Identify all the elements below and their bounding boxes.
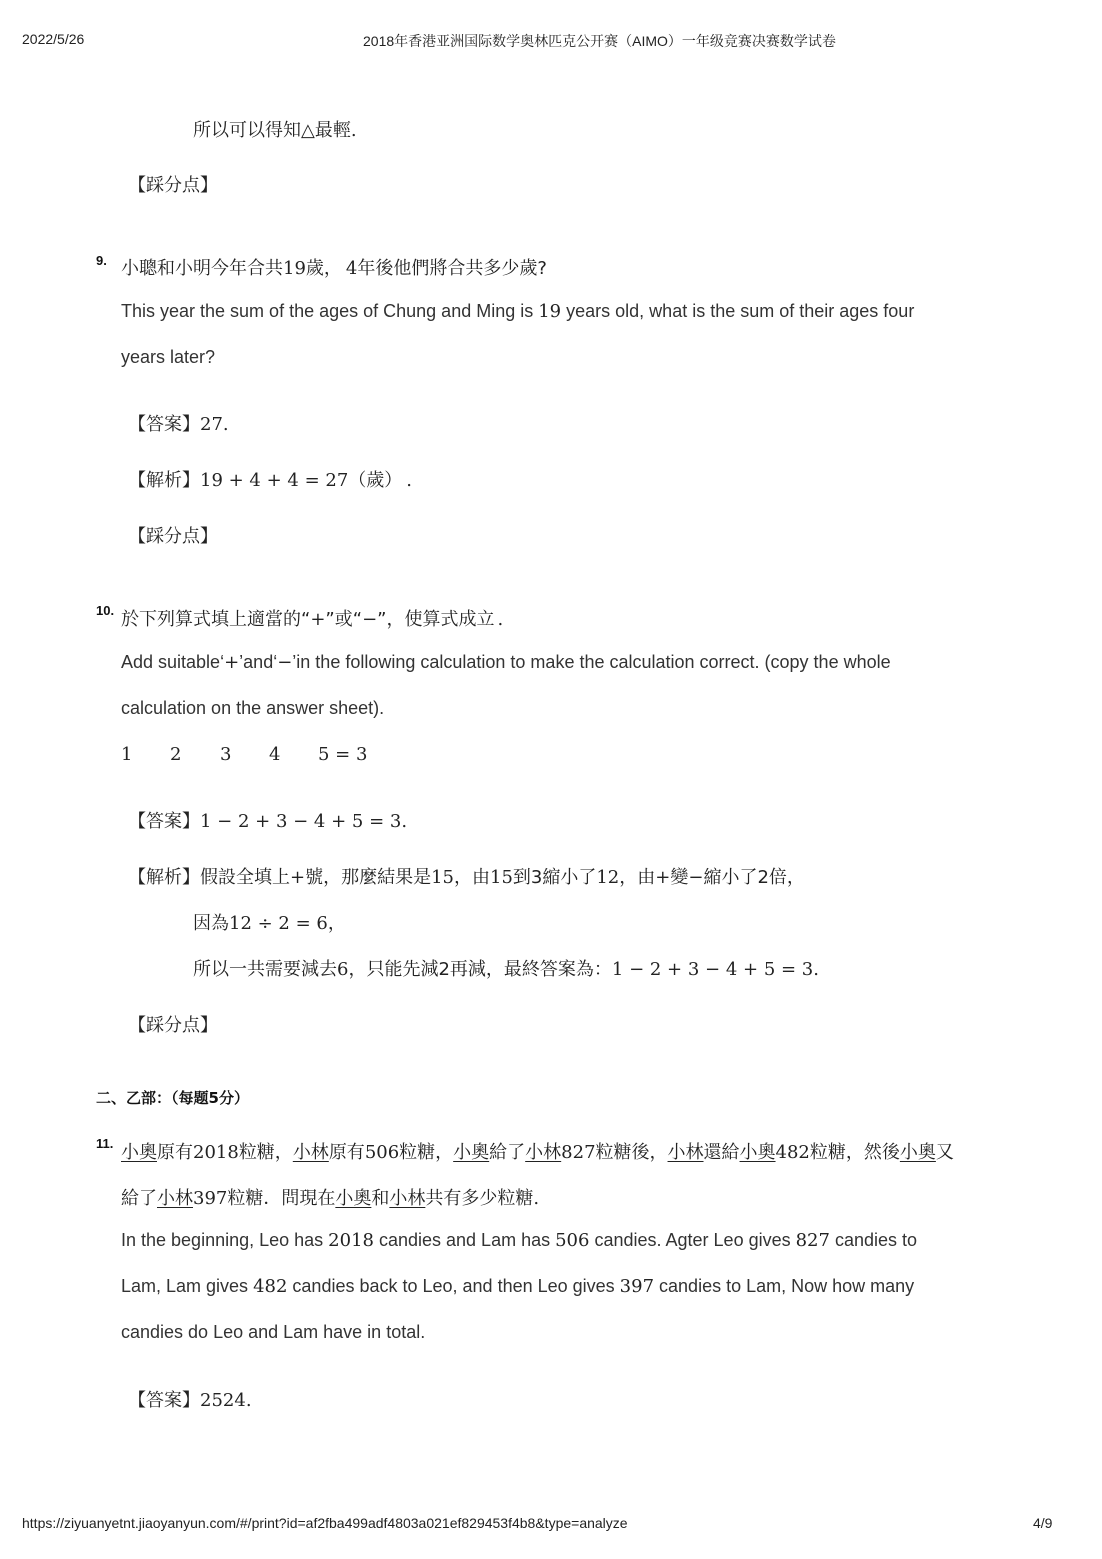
- text-segment: 397: [193, 1188, 228, 1209]
- q9-answer: 【答案】27.: [128, 414, 229, 435]
- q11-answer: 【答案】2524.: [128, 1390, 252, 1411]
- analysis-label: 【解析】: [128, 470, 200, 491]
- text-segment: candies do Leo and Lam have in total.: [121, 1322, 426, 1342]
- text-segment: 給了: [489, 1142, 526, 1163]
- analysis-expression: 19 + 4 + 4 = 27: [200, 470, 349, 491]
- q11-english-line-3: [121, 1322, 425, 1343]
- score-label-q10: 【踩分点】: [128, 1015, 218, 1036]
- underlined-name: 小林: [667, 1142, 704, 1163]
- q10-analysis-line-3: 所以一共需要減去6，只能先減2再減，最終答案為：1 − 2 + 3 − 4 + 5 = 3.: [193, 959, 819, 980]
- underlined-name: 小奧: [899, 1142, 936, 1163]
- q10-expression: [121, 744, 367, 765]
- conclusion-period: .: [350, 120, 357, 141]
- text-segment: candies. Agter Leo gives: [589, 1230, 796, 1250]
- expression-term: 3: [220, 744, 232, 765]
- answer-value: 2524: [200, 1390, 246, 1411]
- q11-english-line-2: [121, 1276, 914, 1297]
- answer-label: 【答案】: [128, 1390, 200, 1411]
- underlined-name: 小林: [525, 1142, 562, 1163]
- text-segment: candies to Lam, Now how many: [654, 1276, 915, 1296]
- underlined-name: 小奧: [739, 1142, 776, 1163]
- score-label-q9: 【踩分点】: [128, 526, 218, 547]
- text-segment: 2018: [193, 1142, 239, 1163]
- text-segment: 482: [775, 1142, 810, 1163]
- expression-term: 5 = 3: [318, 744, 368, 765]
- q10-english-line-1: Add suitable‘+’and‘−’in the following calculation to make the calculation correct. (copy the whole: [121, 652, 891, 673]
- text-segment: 粒糖，: [399, 1142, 454, 1163]
- text-segment: 給了: [121, 1188, 157, 1209]
- text-segment: Lam, Lam gives: [121, 1276, 254, 1296]
- q10-english-line-2: calculation on the answer sheet).: [121, 698, 385, 718]
- print-date: 2022/5/26: [22, 31, 85, 47]
- text-segment: candies and Lam has: [373, 1230, 556, 1250]
- text-segment: 共有多少粒糖: [425, 1188, 534, 1209]
- text-segment: 827: [795, 1230, 830, 1251]
- print-title: 2018年香港亚洲国际数学奥林匹克公开赛（AIMO）一年级竞赛决赛数学试卷: [363, 33, 836, 49]
- q9-english-line-1: This year the sum of the ages of Chung and Ming is 19 years old, what is the sum of their ages four: [121, 301, 915, 322]
- q10-analysis-line-2: 因為12 ÷ 2 = 6，: [193, 913, 346, 934]
- text-segment: candies to: [829, 1230, 918, 1250]
- text-segment: 粒糖，: [238, 1142, 293, 1163]
- underlined-name: 小林: [157, 1188, 193, 1209]
- text-segment: In the beginning, Leo has: [121, 1230, 329, 1250]
- q10-analysis-line-1: 【解析】假設全填上+號，那麼結果是15，由15到3縮小了12，由+變−縮小了2倍，: [128, 867, 805, 888]
- answer-value: 27: [200, 414, 223, 435]
- text-segment: 原有: [157, 1142, 193, 1163]
- text-segment: 粒糖．問現在: [227, 1188, 336, 1209]
- conclusion-line: [193, 116, 357, 142]
- score-label-top: 【踩分点】: [128, 175, 218, 196]
- page-number: 4/9: [1033, 1515, 1053, 1531]
- underlined-name: 小奧: [121, 1142, 157, 1163]
- expression-term: 2: [170, 744, 182, 765]
- text-segment: 原有: [328, 1142, 365, 1163]
- question-number-11: 11.: [96, 1136, 114, 1151]
- text-segment: 和: [371, 1188, 390, 1209]
- question-number-10: 10.: [96, 603, 115, 618]
- answer-value: 1 − 2 + 3 − 4 + 5 = 3: [200, 811, 402, 832]
- q9-chinese-text: 小聰和小明今年合共19歲， 4年後他們將合共多少歲?: [121, 258, 547, 279]
- underlined-name: 小林: [389, 1188, 426, 1209]
- page-url-link[interactable]: https://ziyuanyetnt.jiaoyanyun.com/#/print?id=af2fba499adf4803a021ef829453f4b8&type=analyze: [22, 1515, 628, 1531]
- text-segment: 2018: [328, 1230, 374, 1251]
- text-segment: 827: [561, 1142, 596, 1163]
- text-segment: 粒糖，然後: [809, 1142, 900, 1163]
- underlined-name: 小奧: [335, 1188, 372, 1209]
- q10-answer: 【答案】1 − 2 + 3 − 4 + 5 = 3.: [128, 811, 408, 832]
- q9-analysis: 【解析】19 + 4 + 4 = 27（歲） .: [128, 470, 413, 491]
- underlined-name: 小奧: [453, 1142, 490, 1163]
- q11-english-line-1: [121, 1230, 917, 1251]
- answer-label: 【答案】: [128, 811, 200, 832]
- text-segment: 還給: [703, 1142, 740, 1163]
- text-segment: .: [533, 1188, 540, 1209]
- text-segment: candies back to Leo, and then Leo gives: [287, 1276, 620, 1296]
- text-segment: 397: [619, 1276, 655, 1297]
- text-segment: 又: [935, 1142, 954, 1163]
- expression-term: 4: [269, 744, 281, 765]
- text-segment: 506: [555, 1230, 590, 1251]
- text-segment: 506: [364, 1142, 400, 1163]
- text-segment: 粒糖後，: [595, 1142, 668, 1163]
- answer-label: 【答案】: [128, 414, 200, 435]
- underlined-name: 小林: [292, 1142, 329, 1163]
- conclusion-text: 所以可以得知△最輕: [193, 120, 351, 141]
- q11-chinese-line-2: [121, 1184, 539, 1210]
- q10-chinese-text: 於下列算式填上適當的“+”或“−”，使算式成立 .: [121, 609, 504, 630]
- analysis-label: 【解析】: [128, 867, 200, 888]
- q9-english-line-2: years later?: [121, 347, 216, 367]
- expression-term: 1: [121, 744, 133, 765]
- text-segment: 482: [253, 1276, 288, 1297]
- section-heading: 二、乙部：（每题5分）: [96, 1089, 249, 1107]
- question-number-9: 9.: [96, 253, 107, 268]
- q11-chinese-line-1: [121, 1138, 954, 1164]
